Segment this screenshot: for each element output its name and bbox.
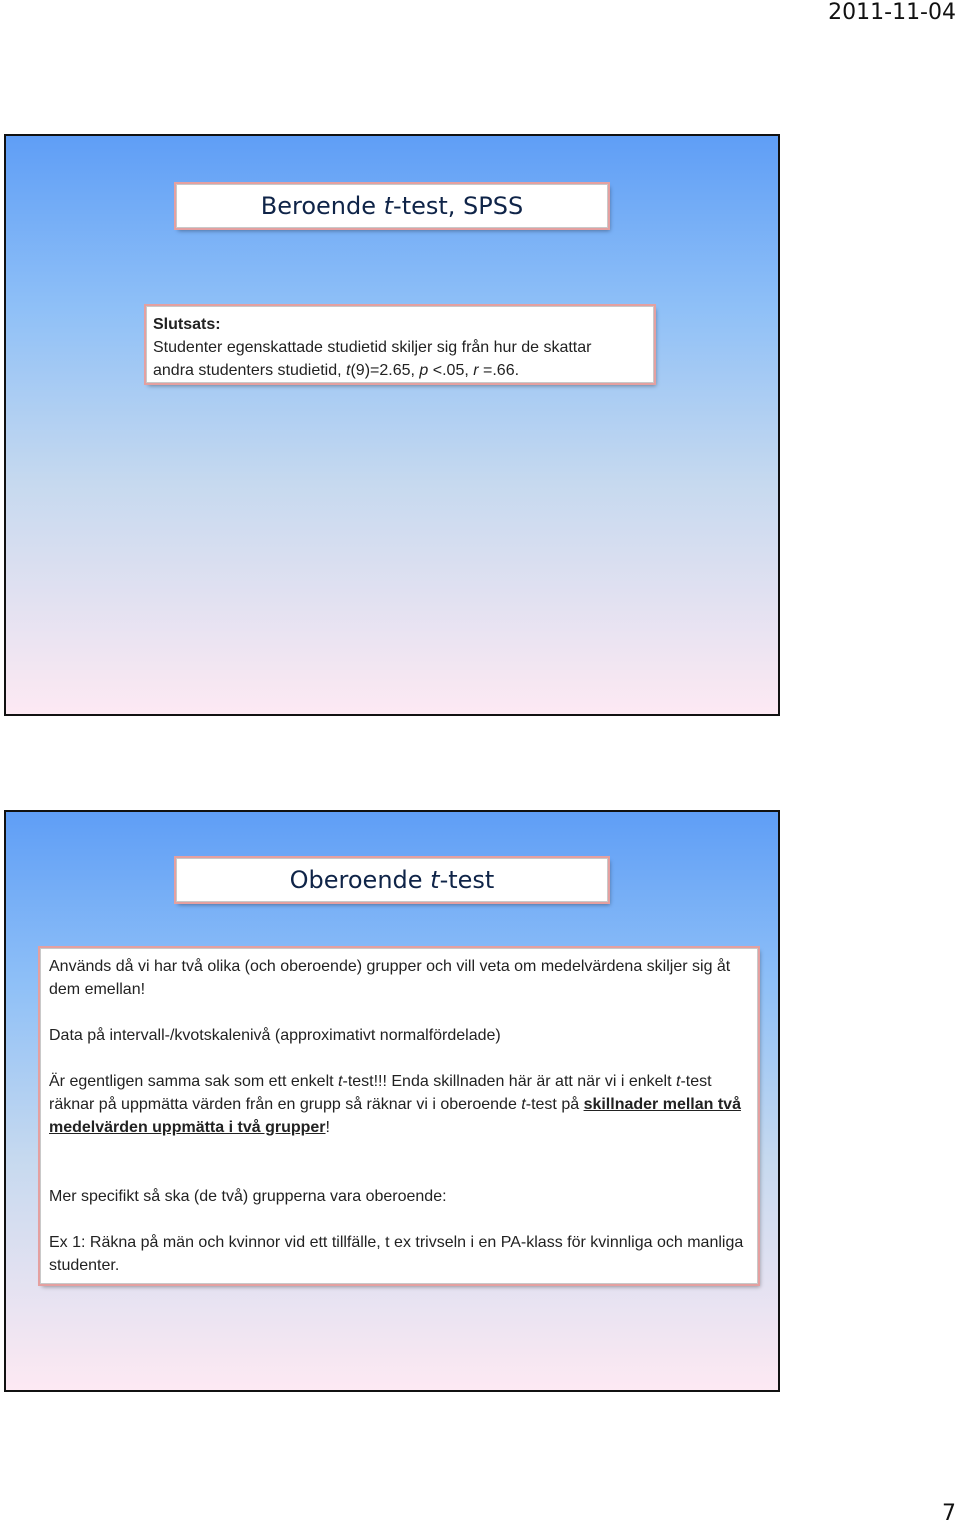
slide-title-italic: t bbox=[383, 192, 394, 220]
conclusion-line-2: andra studenters studietid, t(9)=2.65, p <.05, r =.66. bbox=[153, 362, 520, 379]
paragraph-independence: Mer specifikt så ska (de två) grupperna vara oberoende: bbox=[49, 1188, 447, 1205]
conclusion-line-1: Studenter egenskattade studietid skiljer sig från hur de skattar bbox=[153, 339, 592, 356]
slide-title bbox=[176, 858, 608, 902]
slide-title-italic: t bbox=[430, 866, 440, 894]
document-date: 2011-11-04 bbox=[828, 0, 956, 25]
slide-title bbox=[176, 184, 608, 228]
slide-title-text-end: -test bbox=[439, 866, 495, 894]
slide-title-text-end: -test, SPSS bbox=[393, 192, 524, 220]
content-box bbox=[40, 948, 758, 1284]
emphasis-differences: skillnader mellan två medelvärden uppmätta i två grupper bbox=[49, 1096, 741, 1136]
conclusion-label: Slutsats: bbox=[153, 316, 221, 333]
paragraph-data-level: Data på intervall-/kvotskalenivå (approximativt normalfördelade) bbox=[49, 1027, 501, 1044]
conclusion-reflection bbox=[152, 386, 652, 406]
content-reflection bbox=[48, 1288, 752, 1384]
paragraph-example-1: Ex 1: Räkna på män och kvinnor vid ett tillfälle, t ex trivseln i en PA-klass för kvinnliga och manliga studenter. bbox=[49, 1234, 744, 1274]
paragraph-definition: Används då vi har två olika (och oberoende) grupper och vill veta om medelvärdena skiljer sig åt dem emellan! bbox=[49, 958, 731, 998]
slide-title-text: Beroende bbox=[260, 192, 384, 220]
page-number: 7 bbox=[942, 1501, 956, 1526]
slide-title-text: Oberoende bbox=[289, 866, 431, 894]
slide-oberoende-t-test bbox=[4, 810, 780, 1392]
paragraph-comparison: Är egentligen samma sak som ett enkelt t-test!!! Enda skillnaden här är att när vi i enkelt t-test räknar på uppmätta värden från en grupp så räknar vi i oberoende t-test på skillnader mellan två medelvärden uppmätta i två grupper! bbox=[49, 1073, 741, 1136]
slide-beroende-t-test bbox=[4, 134, 780, 716]
conclusion-box bbox=[146, 306, 654, 383]
